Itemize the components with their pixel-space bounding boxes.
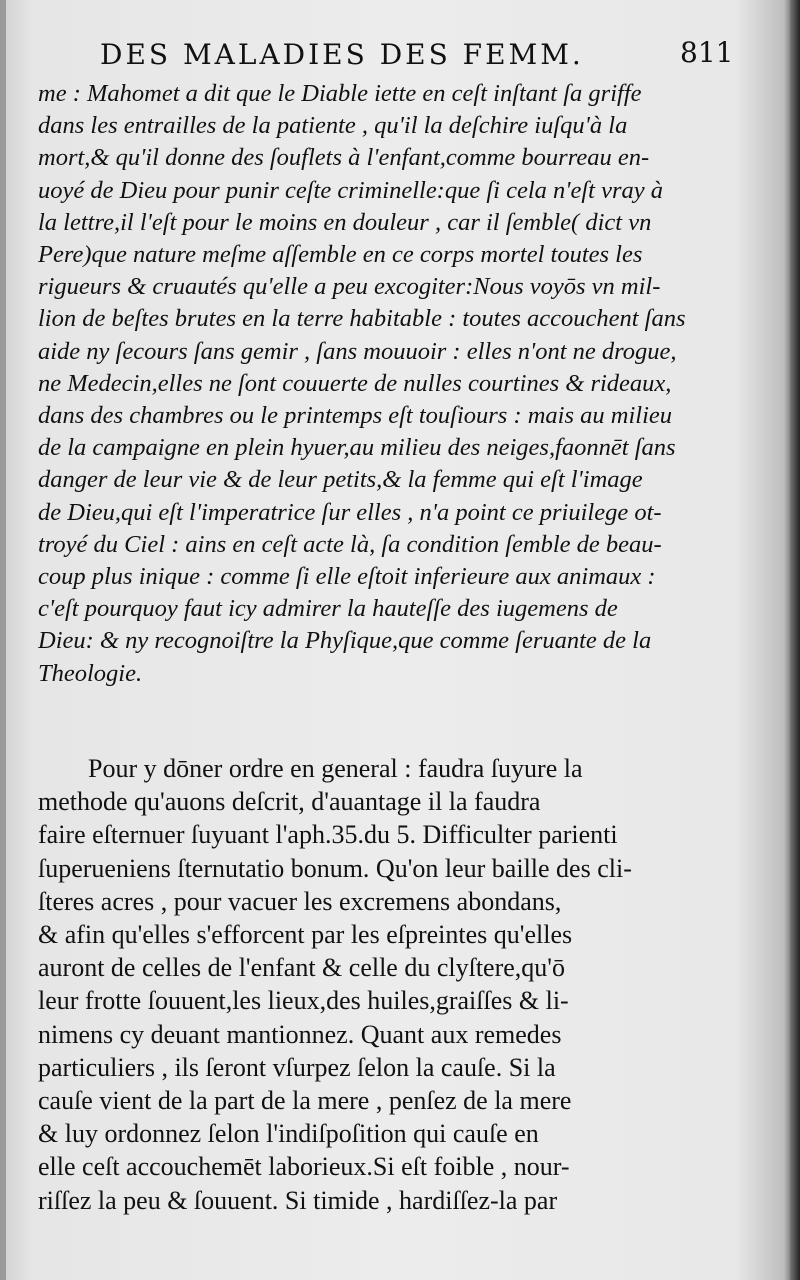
roman-paragraph (38, 752, 773, 1217)
text-line: me : Mahomet a dit que le Diable iette en ceſt inſtant ſa griffe (38, 80, 642, 107)
text-line: Dieu: & ny recognoiſtre la Phyſique,que comme ſeruante de la (38, 627, 652, 655)
text-line: rigueurs & cruautés qu'elle a peu excogiter:Nous voyōs vn mil- (38, 273, 661, 301)
text-line: troyé du Ciel : ains en ceſt acte là, ſa condition ſemble de beau- (38, 530, 662, 558)
text-line: dans des chambres ou le printemps eſt touſiours : mais au milieu (38, 402, 673, 430)
text-line: cauſe vient de la part de la mere , penſez de la mere (38, 1086, 572, 1116)
italic-paragraph (38, 78, 773, 690)
page-number: 811 (680, 36, 734, 69)
text-line: c'eſt pourquoy faut icy admirer la hauteſſe des iugemens de (38, 595, 618, 623)
text-line: nimens cy deuant mantionnez. Quant aux remedes (38, 1019, 562, 1049)
text-line: methode qu'auons deſcrit, d'auantage il la faudra (38, 787, 541, 817)
text-line: danger de leur vie & de leur petits,& la femme qui eſt l'image (38, 466, 643, 494)
text-line: auront de celles de l'enfant & celle du clyſtere,qu'ō (38, 953, 565, 983)
text-line: riſſez la peu & ſouuent. Si timide , hardiſſez-la par (38, 1185, 558, 1215)
text-line: particuliers , ils ſeront vſurpez ſelon la cauſe. Si la (38, 1052, 556, 1082)
text-line: Pere)que nature meſme aſſemble en ce corps mortel toutes les (38, 241, 643, 269)
text-line: ſuperueniens ſternutatio bonum. Qu'on leur baille des cli- (38, 853, 632, 883)
text-line: de la campaigne en plein hyuer,au milieu des neiges,faonnēt ſans (38, 434, 676, 462)
text-line: dans les entrailles de la patiente , qu'il la deſchire iuſqu'à la (38, 112, 628, 140)
text-line: faire eſternuer ſuyuant l'aph.35.du 5. Difficulter parienti (38, 820, 618, 850)
text-line: la lettre,il l'eſt pour le moins en douleur , car il ſemble( dict vn (38, 208, 652, 236)
text-line: lion de beſtes brutes en la terre habitable : toutes accouchent ſans (38, 305, 686, 333)
running-title: DES MALADIES DES FEMM. (100, 38, 584, 71)
text-line: mort,& qu'il donne des ſouflets à l'enfant,comme bourreau en- (38, 144, 650, 172)
text-line: aide ny ſecours ſans gemir , ſans mouuoir : elles n'ont ne drogue, (38, 337, 677, 365)
text-line: elle ceſt accouchemēt laborieux.Si eſt foible , nour- (38, 1152, 570, 1182)
text-line: ne Medecin,elles ne ſont couuerte de nulles courtines & rideaux, (38, 369, 672, 397)
text-line: Pour y dōner ordre en general : faudra ſuyure la (88, 754, 583, 783)
text-line: Theologie. (38, 659, 143, 687)
text-line: uoyé de Dieu pour punir ceſte criminelle:que ſi cela n'eſt vray à (38, 176, 664, 204)
text-line: & afin qu'elles s'efforcent par les eſpreintes qu'elles (38, 920, 573, 950)
text-line: & luy ordonnez ſelon l'indiſpoſition qui cauſe en (38, 1119, 539, 1149)
text-line: de Dieu,qui eſt l'imperatrice ſur elles , n'a point ce priuilege ot- (38, 498, 662, 526)
text-line: coup plus inique : comme ſi elle eſtoit inferieure aux animaux : (38, 563, 656, 591)
text-line: ſteres acres , pour vacuer les excremens abondans, (38, 886, 562, 916)
page-left-edge (0, 0, 6, 1280)
page-gutter-shadow (790, 0, 800, 1280)
text-line: leur frotte ſouuent,les lieux,des huiles,graiſſes & li- (38, 986, 569, 1016)
